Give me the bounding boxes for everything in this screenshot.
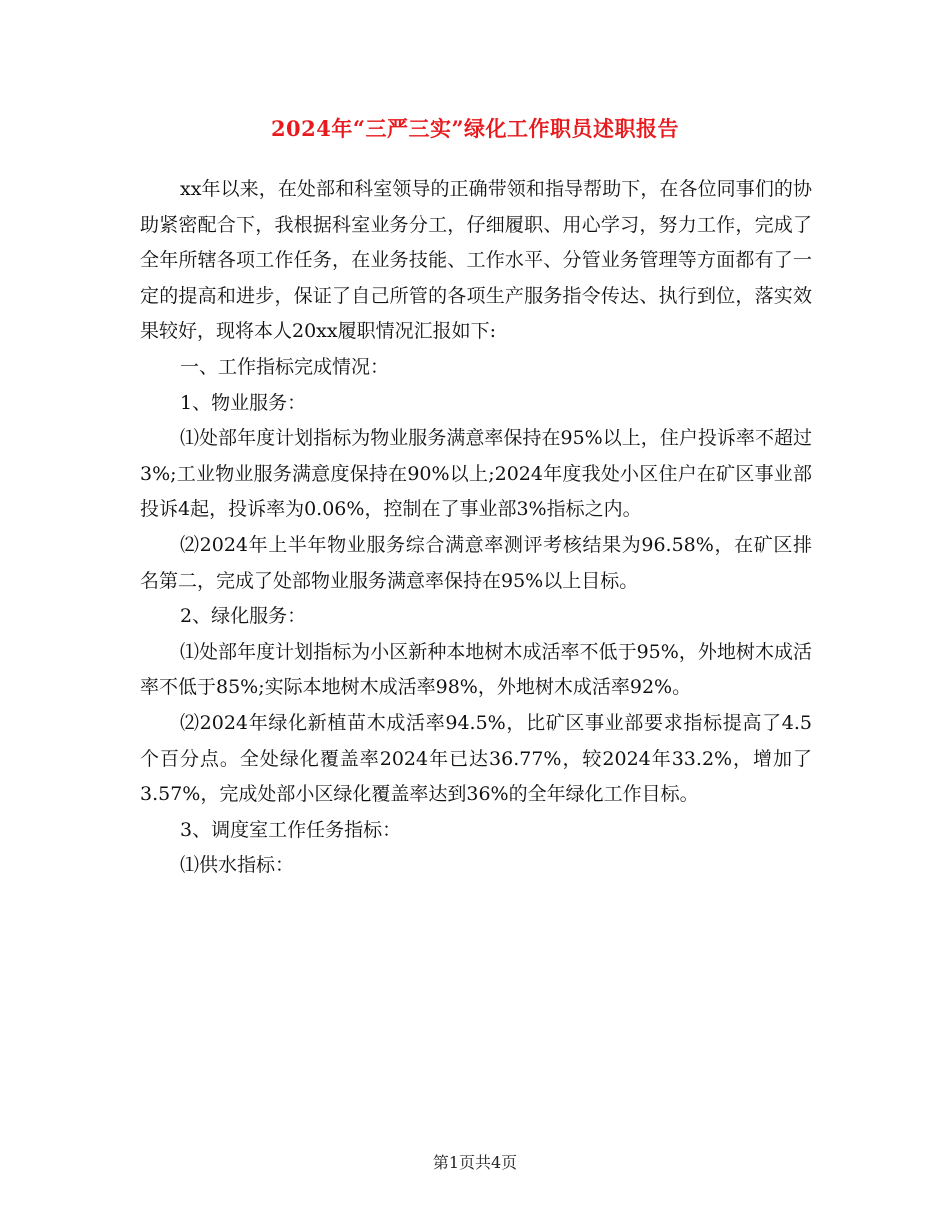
paragraph-greening-1: ⑴处部年度计划指标为小区新种本地树木成活率不低于95%，外地树木成活率不低于85%;实际本地树木成活率98%，外地树木成活率92%。 bbox=[140, 640, 812, 699]
paragraph-property-1: ⑴处部年度计划指标为物业服务满意率保持在95%以上，住户投诉率不超过3%;工业物业服务满意度保持在90%以上;2024年度我处小区住户在矿区事业部投诉4起，投诉率为0.06%，控制在了事业部3%指标之内。 bbox=[140, 427, 812, 521]
document-title: 2024年“三严三实”绿化工作职员述职报告 bbox=[270, 116, 680, 141]
subheading-greening-service: 2、绿化服务： bbox=[180, 605, 307, 628]
subheading-dispatch-tasks: 3、调度室工作任务指标： bbox=[180, 818, 402, 841]
document-body bbox=[140, 172, 812, 884]
paragraph-intro: xx年以来，在处部和科室领导的正确带领和指导帮助下，在各位同事们的协助紧密配合下，我根据科室业务分工，仔细履职、用心学习，努力工作，完成了全年所辖各项工作任务，在业务技能、工作水平、分管业务管理等方面都有了一定的提高和进步，保证了自己所管的各项生产服务指令传达、执行到位，落实效果较好，现将本人20xx履职情况汇报如下: bbox=[140, 178, 812, 343]
paragraph-water-supply: ⑴供水指标： bbox=[180, 854, 295, 877]
subheading-property-service: 1、物业服务： bbox=[180, 391, 307, 414]
page-number-footer: 第1页共4页 bbox=[432, 1153, 518, 1172]
paragraph-property-2: ⑵2024年上半年物业服务综合满意率测评考核结果为96.58%，在矿区排名第二，完成了处部物业服务满意率保持在95%以上目标。 bbox=[140, 533, 812, 592]
section-heading-work-indicators: 一、工作指标完成情况： bbox=[180, 355, 390, 378]
paragraph-greening-2: ⑵2024年绿化新植苗木成活率94.5%，比矿区事业部要求指标提高了4.5个百分点。全处绿化覆盖率2024年已达36.77%，较2024年33.2%，增加了3.57%，完成处部小区绿化覆盖率达到36%的全年绿化工作目标。 bbox=[140, 711, 812, 806]
